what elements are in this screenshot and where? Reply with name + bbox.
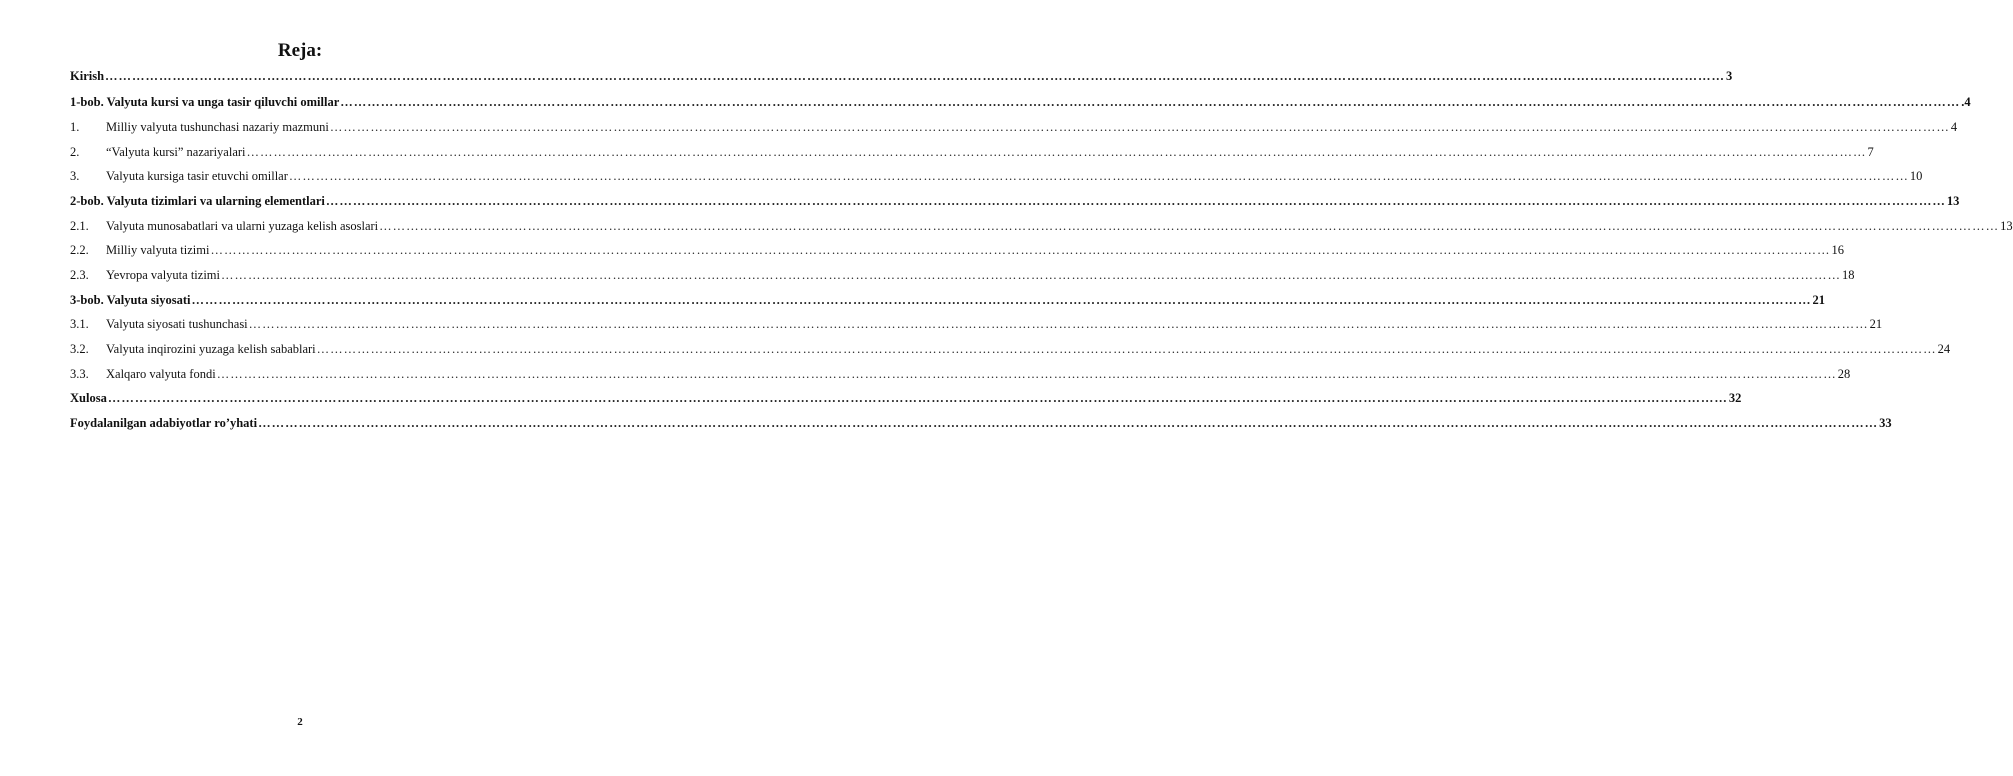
dot-leader: ……………………………………………………………………………………………………………………………………………………………………………………………………………………………………………………………………………………………………………………………… — [329, 120, 1950, 134]
toc-entry — [70, 366, 1851, 382]
toc-entry — [70, 218, 2013, 234]
dot-leader: ……………………………………………………………………………………………………………………………………………………………………………………………………………………………………………………………………………………………………………………………… — [316, 342, 1937, 356]
dot-leader: ……………………………………………………………………………………………………………………………………………………………………………………………………………………………………………………………………………………………………………………………… — [325, 194, 1946, 208]
dot-leader: ……………………………………………………………………………………………………………………………………………………………………………………………………………………………………………………………………………………………………………………………… — [191, 293, 1812, 307]
toc-entry — [70, 267, 1855, 283]
toc-entry-page: 32 — [1728, 391, 1742, 405]
toc-entry-label: 3-bob. Valyuta siyosati — [70, 293, 191, 307]
toc-entry — [70, 119, 1958, 135]
toc-entry — [70, 316, 1883, 332]
toc-entry — [70, 242, 1844, 258]
toc-entry-label: Valyuta munosabatlari va ularni yuzaga kelish asoslari — [106, 219, 379, 233]
toc-entry — [70, 292, 1826, 308]
page-title: Reja: — [277, 40, 323, 61]
toc-entry-page: 10 — [1909, 169, 1923, 183]
toc-entry-page: .4 — [1961, 95, 1971, 109]
dot-leader: ……………………………………………………………………………………………………………………………………………………………………………………………………………………………………………………………………………………………………………………………… — [379, 219, 2000, 233]
toc-entry-label: Xulosa — [70, 391, 107, 405]
dot-leader: ……………………………………………………………………………………………………………………………………………………………………………………………………………………………………………………………………………………………………………………………… — [340, 95, 1961, 109]
toc-entry-number: 3. — [70, 169, 80, 183]
dot-leader: ……………………………………………………………………………………………………………………………………………………………………………………………………………………………………………………………………………………………………………………………… — [288, 169, 1909, 183]
toc-entry-page: 21 — [1812, 293, 1826, 307]
toc-entry — [70, 193, 1960, 209]
toc-entry-label: Milliy valyuta tizimi — [106, 243, 210, 257]
dot-leader: ……………………………………………………………………………………………………………………………………………………………………………………………………………………………………………………………………………………………………………………………… — [210, 243, 1831, 257]
dot-leader: ……………………………………………………………………………………………………………………………………………………………………………………………………………………………………………………………………………………………………………………………… — [105, 69, 1726, 83]
toc-entry-number: 2.2. — [70, 243, 89, 257]
dot-leader: ……………………………………………………………………………………………………………………………………………………………………………………………………………………………………………………………………………………………………………………………… — [221, 268, 1841, 282]
toc-entry-label: Xalqaro valyuta fondi — [106, 367, 216, 381]
toc-entry-number: 2.3. — [70, 268, 89, 282]
toc-entry — [70, 168, 1923, 184]
toc-entry-label: Kirish — [70, 69, 105, 83]
toc-entry — [70, 341, 1951, 357]
page-number: 2 — [297, 716, 303, 728]
toc-entry-label: 1-bob. Valyuta kursi va unga tasir qiluvchi omillar — [70, 95, 340, 109]
toc-entry-page: 33 — [1879, 416, 1892, 430]
dot-leader: ……………………………………………………………………………………………………………………………………………………………………………………………………………………………………………………………………………………………………………………………… — [248, 317, 1869, 331]
dot-leader: ……………………………………………………………………………………………………………………………………………………………………………………………………………………………………………………………………………………………………………………………… — [246, 145, 1867, 159]
toc-entry — [70, 390, 1742, 406]
toc-entry-number: 3.3. — [70, 367, 89, 381]
toc-entry-number: 1. — [70, 120, 80, 134]
toc-entry-page: 18 — [1842, 268, 1855, 282]
toc-entry-number: 3.1. — [70, 317, 89, 331]
dot-leader: ……………………………………………………………………………………………………………………………………………………………………………………………………………………………………………………………………………………………………………………………… — [107, 391, 1728, 405]
toc-entry-label: “Valyuta kursi” nazariyalari — [106, 145, 246, 159]
toc-entry-page: 21 — [1869, 317, 1883, 331]
toc-entry — [70, 94, 1971, 110]
toc-entry-page: 13 — [2000, 219, 2013, 233]
toc-entry-page: 13 — [1946, 194, 1960, 208]
dot-leader: ……………………………………………………………………………………………………………………………………………………………………………………………………………………………………………………………………………………………………………………………… — [216, 367, 1837, 381]
toc-entry — [70, 144, 1874, 160]
toc-entry-label: Valyuta kursiga tasir etuvchi omillar — [106, 169, 288, 183]
toc-entry-page: 7 — [1867, 145, 1874, 159]
dot-leader: ……………………………………………………………………………………………………………………………………………………………………………………………………………………………………………………………………………………………………………………………… — [258, 416, 1879, 430]
toc-entry-label: Yevropa valyuta tizimi — [106, 268, 220, 282]
toc-entry-number: 2. — [70, 145, 80, 159]
toc-entry-page: 3 — [1726, 69, 1733, 83]
toc-entry-page: 28 — [1837, 367, 1851, 381]
toc-entry — [70, 68, 1733, 84]
toc-entry-label: Foydalanilgan adabiyotlar ro’yhati — [70, 416, 258, 430]
toc-entry-page: 16 — [1831, 243, 1844, 257]
toc-entry-label: Milliy valyuta tushunchasi nazariy mazmuni — [106, 120, 329, 134]
toc-entry-number: 2.1. — [70, 219, 89, 233]
toc-entry-label: Valyuta inqirozini yuzaga kelish sabablari — [106, 342, 316, 356]
toc-entry-number: 3.2. — [70, 342, 89, 356]
toc-entry-page: 4 — [1950, 120, 1958, 134]
toc-entry-label: 2-bob. Valyuta tizimlari va ularning elementlari — [70, 194, 325, 208]
toc-entry-label: Valyuta siyosati tushunchasi — [106, 317, 248, 331]
toc-entry — [70, 415, 1892, 431]
toc-entry-page: 24 — [1937, 342, 1951, 356]
